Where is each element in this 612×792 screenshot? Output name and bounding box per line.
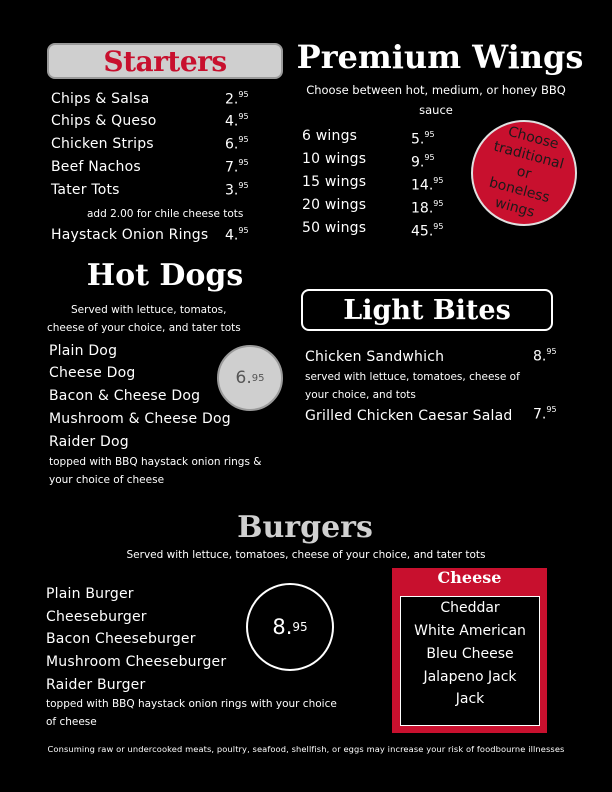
wing-item-name: 20 wings [302,197,367,213]
starters-title: Starters [103,44,227,78]
starters-header [47,43,283,79]
raider-burger-note: of cheese [46,716,97,728]
raider-dog-note: your choice of cheese [49,474,165,486]
lightbites-title: Light Bites [343,294,511,326]
burgers-desc: Served with lettuce, tomatoes, cheese of your choice, and tater tots [126,549,486,561]
lightbite-item-name: Grilled Chicken Caesar Salad [305,408,513,424]
wings-choice-badge [471,120,577,226]
starter-item-price: 2.95 [225,90,249,108]
wing-item-price: 5.95 [411,130,435,148]
wing-item-price: 14.95 [411,176,444,194]
wings-choice-text: Choose traditional or boneless wings [487,123,566,221]
lightbite-item-price: 7.95 [533,405,557,423]
wing-item-name: 6 wings [302,128,358,144]
wing-item-price: 9.95 [411,153,435,171]
cheese-item: White American [414,623,526,639]
burger-item: Bacon Cheeseburger [46,631,196,647]
lightbites-header [301,289,553,331]
burger-item: Cheeseburger [46,609,147,625]
lightbite-note: served with lettuce, tomatoes, cheese of [305,371,520,383]
starter-item-name: Chicken Strips [51,136,154,152]
health-disclaimer: Consuming raw or undercooked meats, poultry, seafood, shellfish, or eggs may increase your risk of foodbourne illnesses [47,744,565,754]
cheese-item: Cheddar [440,600,500,616]
hotdog-item: Mushroom & Cheese Dog [49,411,231,427]
cheese-item: Bleu Cheese [426,646,514,662]
lightbite-item-price: 8.95 [533,347,557,365]
starter-item-name: Haystack Onion Rings [51,227,209,243]
hotdog-item: Plain Dog [49,343,118,359]
hotdogs-desc: cheese of your choice, and tater tots [47,322,241,334]
hotdog-item: Bacon & Cheese Dog [49,388,201,404]
burgers-price-badge: 8. 95 [246,583,334,671]
starters-note: add 2.00 for chile cheese tots [87,208,244,220]
lightbite-item-name: Chicken Sandwhich [305,349,445,365]
starter-item-name: Beef Nachos [51,159,141,175]
lightbite-note: your choice, and tots [305,389,416,401]
cheese-item: Jalapeno Jack [423,669,517,685]
wings-subtitle: Choose between hot, medium, or honey BBQ sauce [306,83,566,117]
hotdog-item: Cheese Dog [49,365,136,381]
burger-item: Raider Burger [46,677,146,693]
raider-dog-note: topped with BBQ haystack onion rings & [49,456,262,468]
starter-item-price: 4.95 [225,226,249,244]
wing-item-name: 15 wings [302,174,367,190]
starter-item-name: Chips & Salsa [51,91,150,107]
starter-item-name: Tater Tots [51,182,120,198]
hotdogs-title: Hot Dogs [86,258,244,293]
starter-item-price: 3.95 [225,181,249,199]
burger-item: Mushroom Cheeseburger [46,654,227,670]
hotdog-item: Raider Dog [49,434,129,450]
wing-item-price: 45.95 [411,222,444,240]
wing-item-name: 50 wings [302,220,367,236]
burgers-title: Burgers [237,510,373,545]
wing-item-price: 18.95 [411,199,444,217]
burger-item: Plain Burger [46,586,134,602]
starter-item-name: Chips & Queso [51,113,157,129]
starter-item-price: 6.95 [225,135,249,153]
raider-burger-note: topped with BBQ haystack onion rings with your choice [46,698,337,710]
starter-item-price: 4.95 [225,112,249,130]
starter-item-price: 7.95 [225,158,249,176]
cheese-item: Jack [455,691,485,707]
wing-item-name: 10 wings [302,151,367,167]
cheese-title: Cheese [437,568,502,587]
wings-title: Premium Wings [296,38,584,76]
hotdogs-price-badge: 6. 95 [217,345,283,411]
hotdogs-desc: Served with lettuce, tomatos, [71,304,227,316]
